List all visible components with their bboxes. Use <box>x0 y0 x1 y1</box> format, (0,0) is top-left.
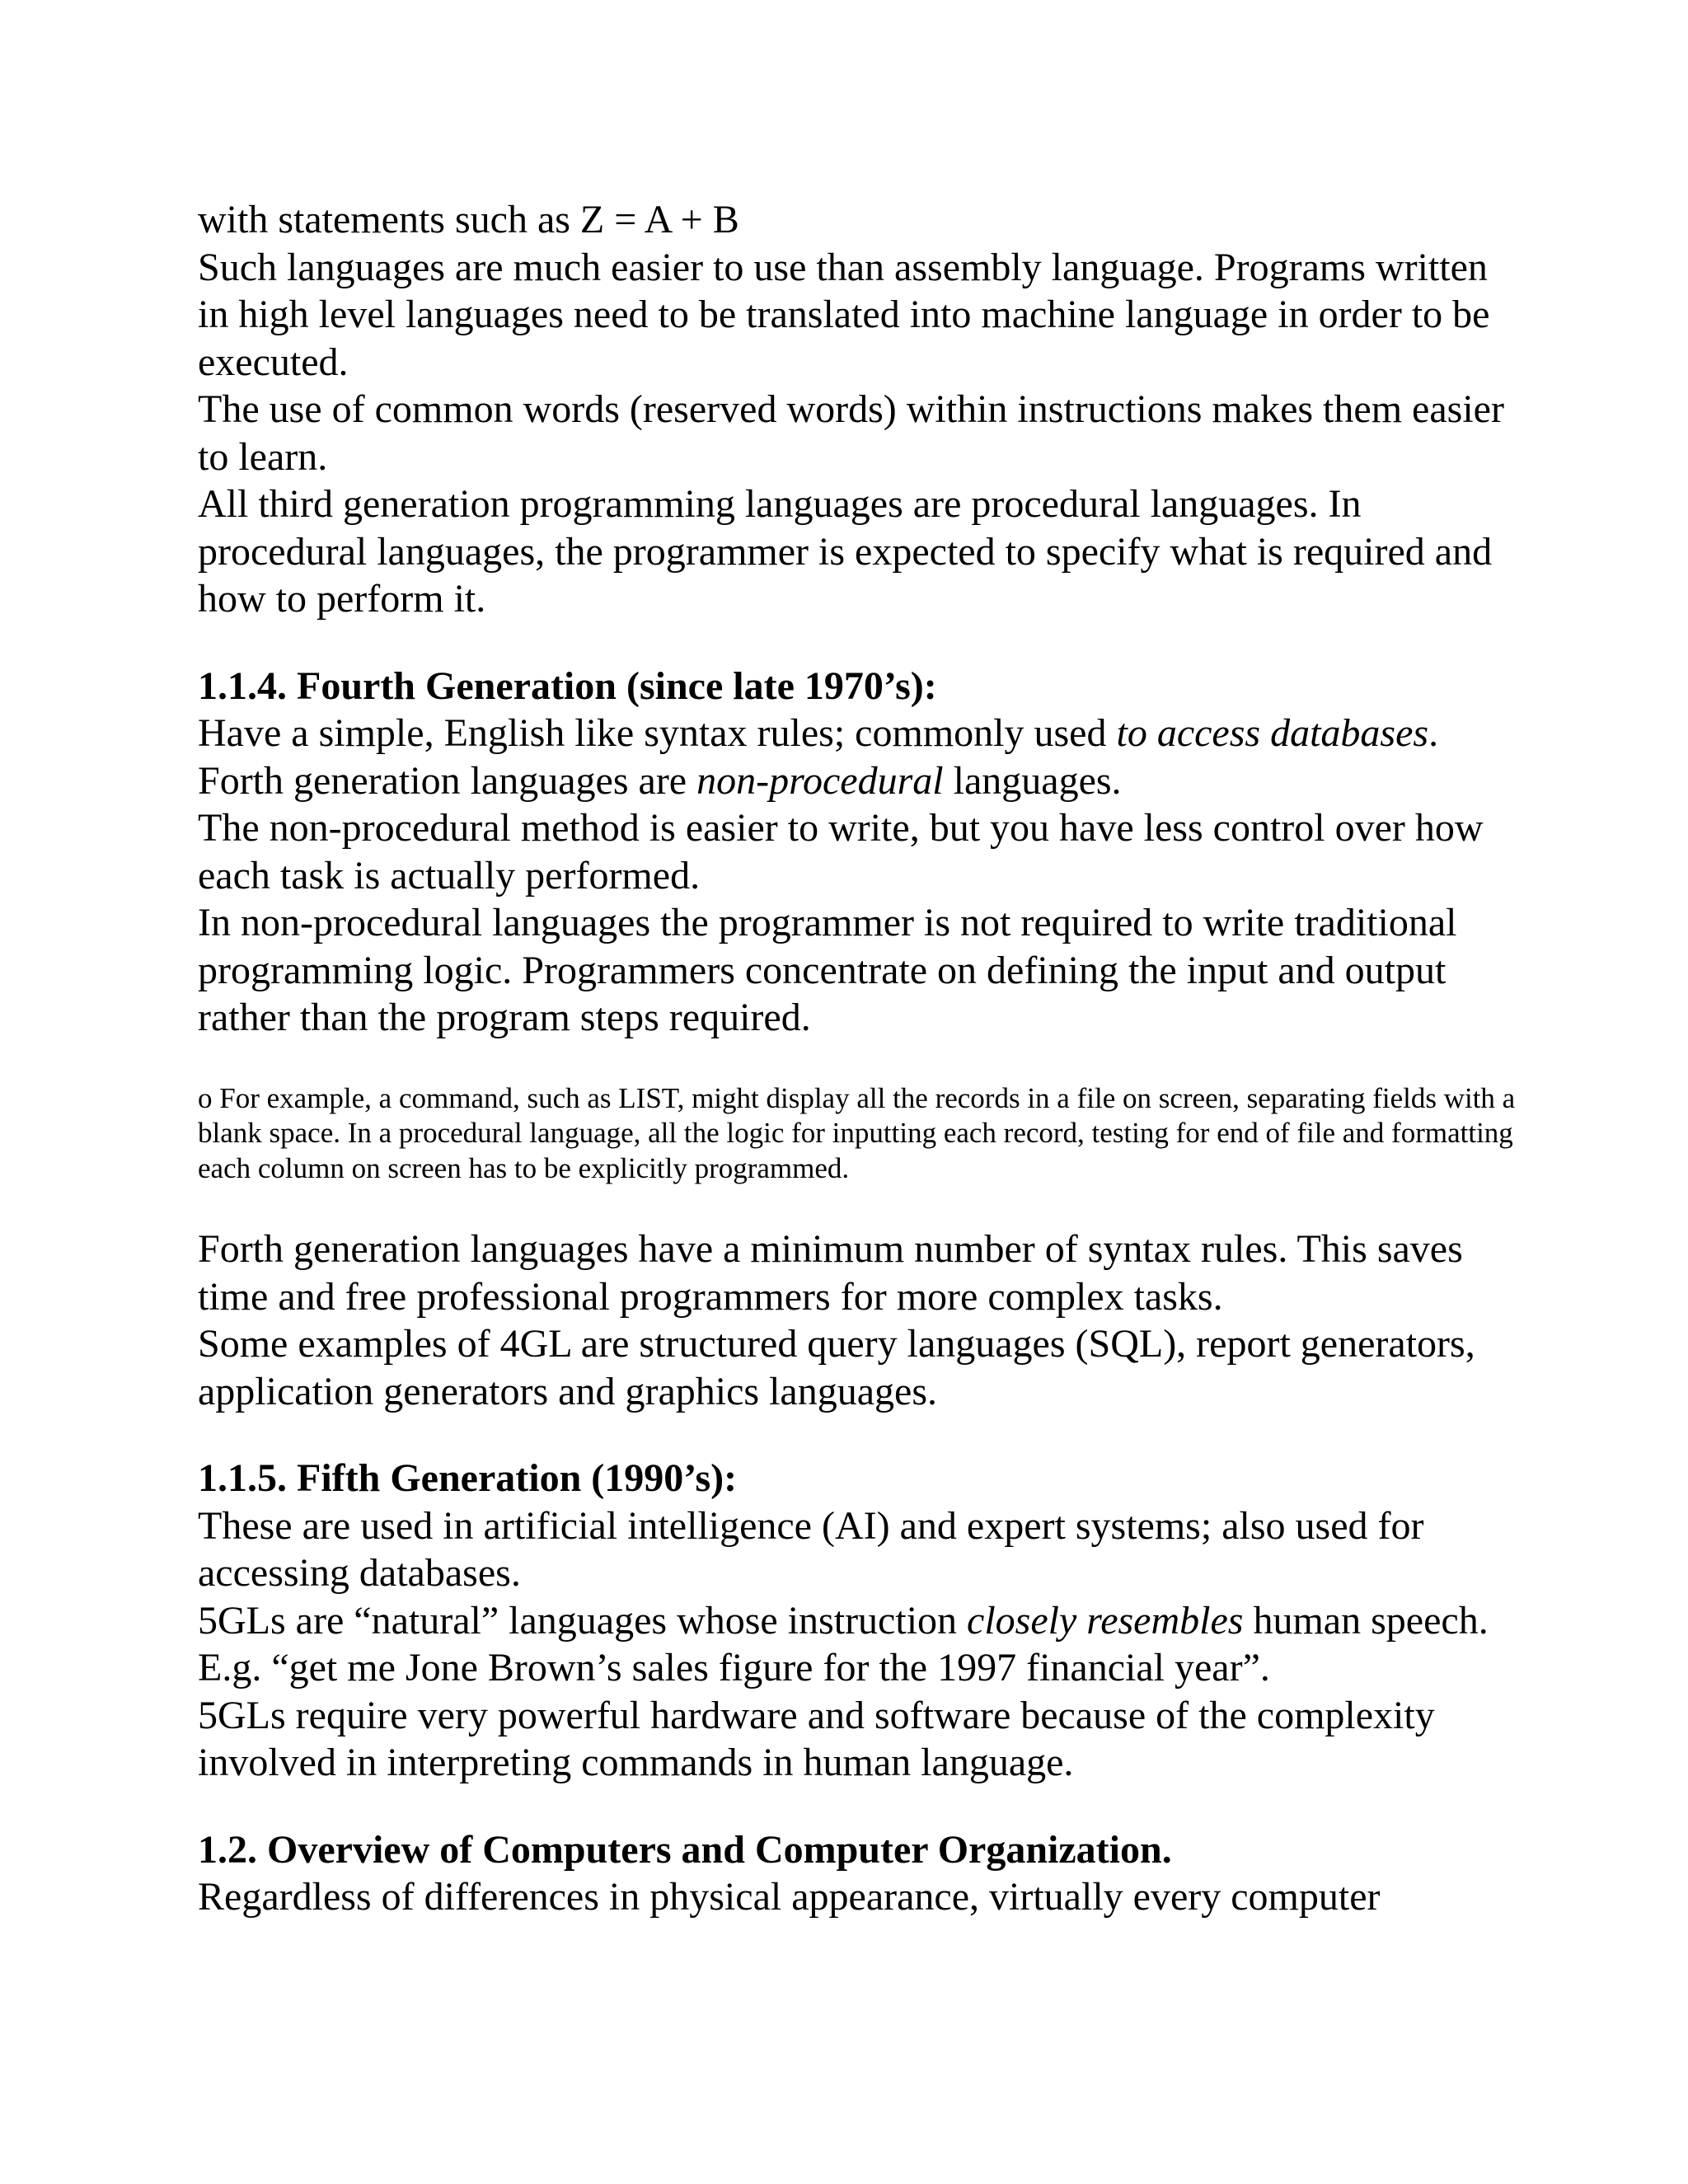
paragraph-overview-intro: Regardless of differences in physical appearance, virtually every computer <box>198 1875 1381 1919</box>
emphasis-non-procedural: non-procedural <box>696 758 944 803</box>
emphasis-to-access-databases: to access databases <box>1116 711 1429 755</box>
note-list-command-example: o For example, a command, such as LIST, might display all the records in a file on screen, separating fields with a blank space. In a procedural language, all the logic for inputting each record, testing for end of file and formatting each column on screen has to be explicitly programmed. <box>198 1081 1516 1184</box>
paragraph-reserved-words: The use of common words (reserved words) within instructions makes them easier to learn. <box>198 387 1504 479</box>
heading-fifth-generation: 1.1.5. Fifth Generation (1990’s): <box>198 1456 738 1500</box>
text-segment: human speech. E.g. “get me Jone Brown’s sales figure for the 1997 financial year”. <box>198 1598 1489 1690</box>
paragraph-5gl-hardware: 5GLs require very powerful hardware and software because of the complexity involved in interpreting commands in human language. <box>198 1693 1435 1784</box>
paragraph-4gl-non-procedural <box>198 757 1517 805</box>
paragraph-5gl-ai: These are used in artificial intelligence (AI) and expert systems; also used for accessing databases. <box>198 1503 1424 1595</box>
paragraph-procedural-languages: All third generation programming languages are procedural languages. In procedural languages, the programmer is expected to specify what is required and how to perform it. <box>198 482 1493 621</box>
paragraph-statement-example: with statements such as Z = A + B <box>198 198 739 241</box>
paragraph-programmer-logic: In non-procedural languages the programmer is not required to write traditional programming logic. Programmers concentrate on defining the input and output rather than the program steps required. <box>198 901 1457 1039</box>
heading-fourth-generation: 1.1.4. Fourth Generation (since late 1970’s): <box>198 663 937 708</box>
text-segment: 5GLs are “natural” languages whose instruction <box>198 1598 968 1643</box>
heading-overview-computers: 1.2. Overview of Computers and Computer Organization. <box>198 1827 1172 1872</box>
document-page <box>198 196 1517 1921</box>
text-segment: languages. <box>943 758 1122 803</box>
paragraph-non-procedural-method: The non-procedural method is easier to write, but you have less control over how each task is actually performed. <box>198 806 1484 898</box>
text-segment: . <box>1428 711 1439 755</box>
paragraph-4gl-syntax <box>198 710 1517 757</box>
emphasis-closely-resembles: closely resembles <box>967 1598 1244 1643</box>
paragraph-4gl-examples: Some examples of 4GL are structured query languages (SQL), report generators, application generators and graphics languages. <box>198 1322 1475 1413</box>
text-segment: Have a simple, English like syntax rules; commonly used <box>198 711 1117 755</box>
text-segment: Forth generation languages are <box>198 758 697 803</box>
paragraph-4gl-syntax-rules: Forth generation languages have a minimum number of syntax rules. This saves time and free professional programmers for more complex tasks. <box>198 1227 1463 1319</box>
paragraph-5gl-natural <box>198 1597 1517 1692</box>
paragraph-high-level-ease: Such languages are much easier to use than assembly language. Programs written in high level languages need to be translated into machine language in order to be executed. <box>198 245 1490 384</box>
